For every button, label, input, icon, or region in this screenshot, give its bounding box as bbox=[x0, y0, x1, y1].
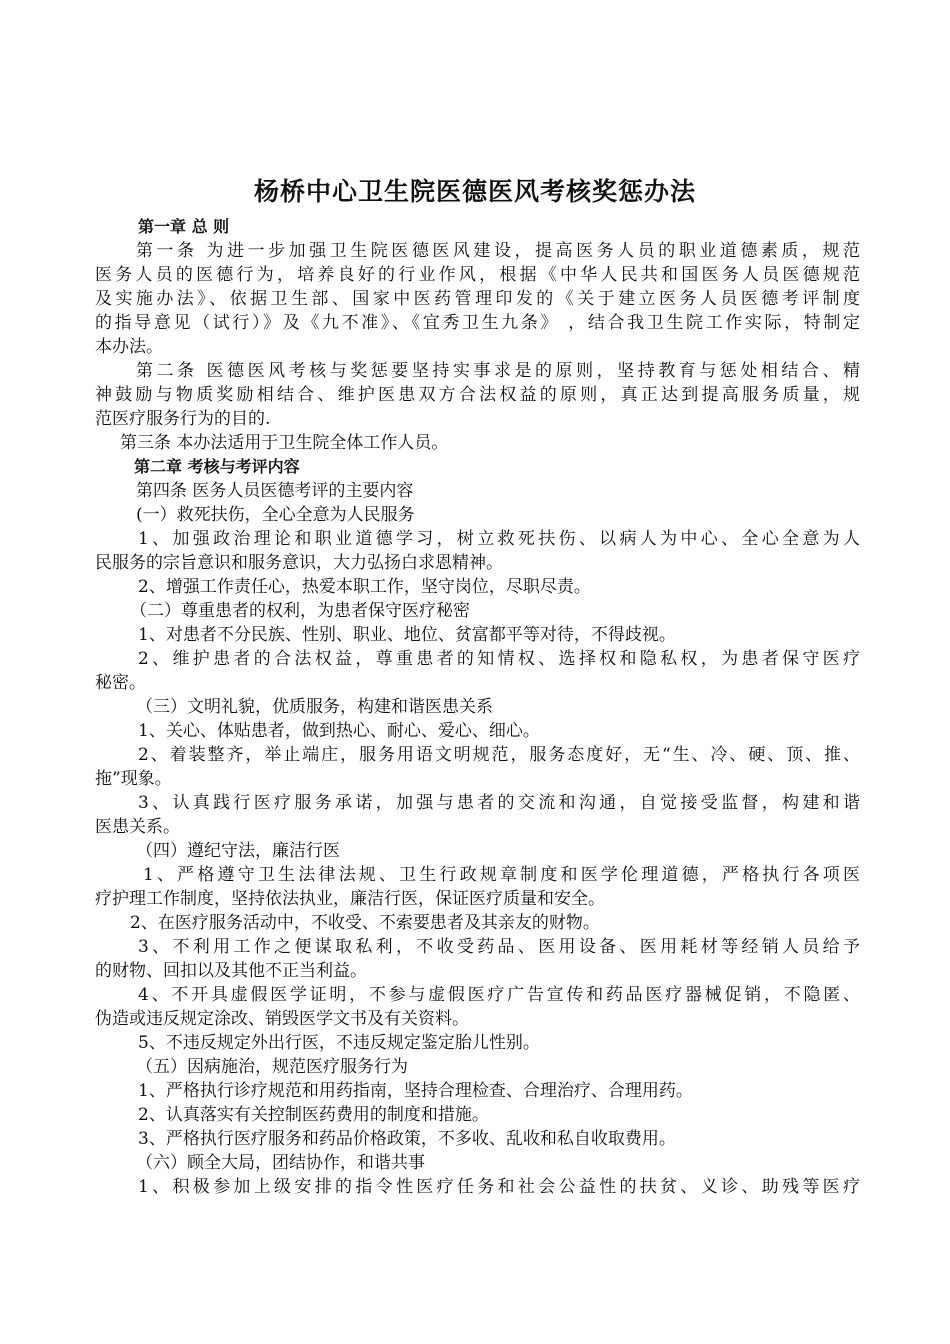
paragraph-line: 第一条 为进一步加强卫生院医德医风建设，提高医务人员的职业道德素质，规范 bbox=[136, 241, 860, 261]
paragraph-line: 3、不利用工作之便谋取私利，不收受药品、医用设备、医用耗材等经销人员给予 bbox=[138, 937, 860, 957]
paragraph-line: 第二条 医德医风考核与奖惩要坚持实事求是的原则，坚持教育与惩处相结合、精 bbox=[136, 361, 860, 381]
paragraph-line: 伪造或违反规定涂改、销毁医学文书及有关资料。 bbox=[95, 1009, 469, 1029]
section-heading: （二）尊重患者的权利，为患者保守医疗秘密 bbox=[130, 601, 470, 621]
paragraph-line: 第三条 本办法适用于卫生院全体工作人员。 bbox=[120, 433, 449, 453]
chapter-heading: 第二章 考核与考评内容 bbox=[134, 457, 300, 476]
paragraph-line: 2、维护患者的合法权益，尊重患者的知情权、选择权和隐私权，为患者保守医疗 bbox=[138, 649, 860, 669]
paragraph-line: 医患关系。 bbox=[95, 817, 180, 837]
paragraph-line: 5、不违反规定外出行医，不违反规定鉴定胎儿性别。 bbox=[138, 1033, 540, 1053]
paragraph-line: 拖”现象。 bbox=[95, 769, 172, 789]
paragraph-line: 的财物、回扣以及其他不正当利益。 bbox=[95, 961, 367, 981]
document-title: 杨桥中心卫生院医德医风考核奖惩办法 bbox=[253, 177, 696, 206]
paragraph-line: 1、对患者不分民族、性别、职业、地位、贫富都平等对待，不得歧视。 bbox=[138, 625, 676, 645]
paragraph-line: 3、严格执行医疗服务和药品价格政策，不多收、乱收和私自收取费用。 bbox=[138, 1129, 676, 1149]
section-heading: （三）文明礼貌，优质服务，构建和谐医患关系 bbox=[136, 697, 493, 717]
paragraph-line: 1、关心、体贴患者，做到热心、耐心、爱心、细心。 bbox=[138, 721, 540, 741]
paragraph-line: 范医疗服务行为的目的. bbox=[95, 409, 271, 429]
paragraph-line: 神鼓励与物质奖励相结合、维护医患双方合法权益的原则，真正达到提高服务质量，规 bbox=[95, 385, 860, 405]
paragraph-line: 2、着装整齐，举止端庄，服务用语文明规范，服务态度好，无“生、冷、硬、顶、推、 bbox=[138, 745, 860, 765]
paragraph-line: 1、积极参加上级安排的指令性医疗任务和社会公益性的扶贫、义诊、助残等医疗 bbox=[138, 1177, 860, 1197]
section-heading: （六）顾全大局，团结协作，和谐共事 bbox=[136, 1153, 425, 1173]
paragraph-line: 2、增强工作责任心，热爱本职工作，坚守岗位，尽职尽责。 bbox=[138, 577, 591, 597]
paragraph-line: 4、不开具虚假医学证明，不参与虚假医疗广告宣传和药品医疗器械促销，不隐匿、 bbox=[138, 985, 860, 1005]
chapter-heading: 第一章 总 则 bbox=[138, 217, 230, 236]
paragraph-line: 及实施办法》、依据卫生部、国家中医药管理印发的《关于建立医务人员医德考评制度 bbox=[95, 289, 860, 309]
paragraph-line: 2、认真落实有关控制医药费用的制度和措施。 bbox=[138, 1105, 489, 1125]
paragraph-line: 3、认真践行医疗服务承诺，加强与患者的交流和沟通，自觉接受监督，构建和谐 bbox=[138, 793, 860, 813]
paragraph-line: 1、严格遵守卫生法律法规、卫生行政规章制度和医学伦理道德，严格执行各项医 bbox=[143, 865, 860, 885]
paragraph-line: 秘密。 bbox=[95, 673, 146, 693]
paragraph-line: 医务人员的医德行为，培养良好的行业作风，根据《中华人民共和国医务人员医德规范 bbox=[95, 265, 860, 285]
paragraph-line: 的指导意见（试行）》及《九不准》、《宜秀卫生九条》 ，结合我卫生院工作实际，特制定 bbox=[95, 313, 860, 333]
paragraph-line: 第四条 医务人员医德考评的主要内容 bbox=[136, 481, 414, 501]
paragraph-line: 疗护理工作制度，坚持依法执业，廉洁行医，保证医疗质量和安全。 bbox=[95, 889, 605, 909]
section-heading: (一）救死扶伤，全心全意为人民服务 bbox=[136, 505, 415, 525]
paragraph-line: 民服务的宗旨意识和服务意识，大力弘扬白求恩精神。 bbox=[95, 553, 503, 573]
paragraph-line: 本办法。 bbox=[95, 337, 163, 357]
section-heading: （五）因病施治，规范医疗服务行为 bbox=[136, 1057, 408, 1077]
section-heading: （四）遵纪守法，廉洁行医 bbox=[136, 841, 340, 861]
paragraph-line: 1、加强政治理论和职业道德学习，树立救死扶伤、以病人为中心、全心全意为人 bbox=[138, 529, 860, 549]
paragraph-line: 1、严格执行诊疗规范和用药指南，坚持合理检查、合理治疗、合理用药。 bbox=[138, 1081, 693, 1101]
paragraph-line: 2、在医疗服务活动中，不收受、不索要患者及其亲友的财物。 bbox=[130, 913, 600, 933]
